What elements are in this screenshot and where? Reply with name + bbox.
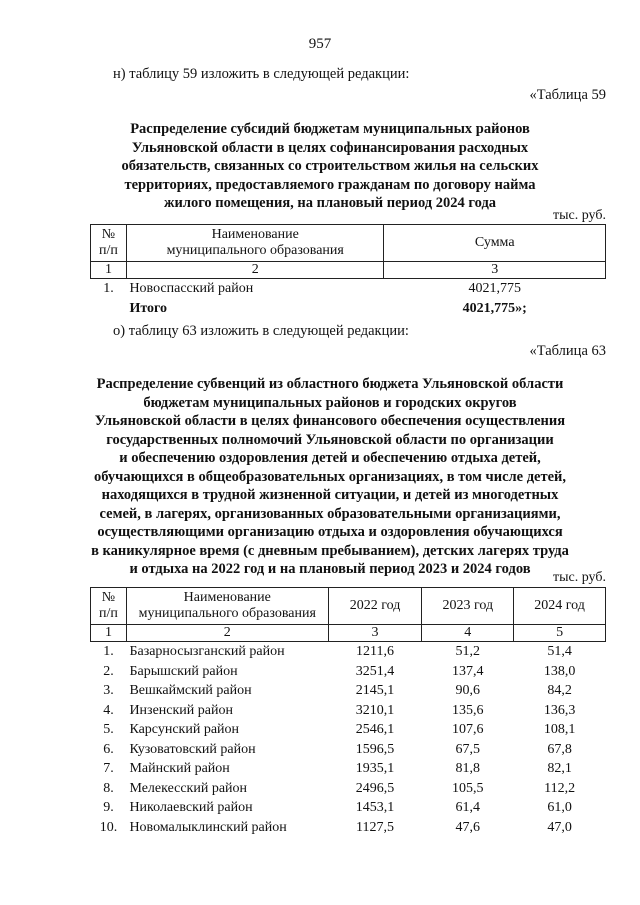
row-value-2024: 108,1 <box>543 722 576 738</box>
row-value-2024: 67,8 <box>547 741 572 757</box>
title-line: и обеспечению оздоровления детей и обеспечению отдыха детей, <box>119 450 541 466</box>
title-line: осуществляющими организацию отдыха и оздоровления обучающихся <box>97 524 563 540</box>
row-value-2022: 2546,1 <box>355 722 395 738</box>
row-num: 1. <box>103 281 114 297</box>
col-number: 2 <box>126 625 328 642</box>
table-row <box>91 779 606 799</box>
title-line: территориях, предоставляемого гражданам по договору найма <box>124 176 536 193</box>
title-line: находящихся в трудной жизненной ситуации, и детей из многодетных <box>101 487 559 503</box>
col-number: 3 <box>328 625 422 642</box>
table-59 <box>90 224 606 318</box>
row-name: Барышский район <box>129 663 238 679</box>
title-line: и отдыха на 2022 год и на плановый период 2023 и 2024 годов <box>129 561 531 577</box>
header-name-line1: Наименование <box>211 227 299 242</box>
page-number: 957 <box>308 36 332 52</box>
title-line: жилого помещения, на плановый период 2024 года <box>163 195 497 211</box>
title-line: обучающихся в общеобразовательных организациях, в том числе детей, <box>93 468 567 485</box>
row-value-2023: 67,5 <box>455 741 481 757</box>
title-line: в каникулярное время (с дневным пребыванием), детских лагерях труда <box>91 542 569 559</box>
title-line: семей, в лагерях, организованных образовательными организациями, <box>99 505 561 522</box>
row-name: Инзенский район <box>129 702 233 718</box>
row-num: 5. <box>103 722 114 738</box>
row-value-2024: 61,0 <box>547 800 572 816</box>
row-value-2024: 112,2 <box>544 780 576 796</box>
table-row <box>91 798 606 818</box>
row-name: Мелекесский район <box>129 780 248 796</box>
row-name: Новомалыклинский район <box>129 819 287 835</box>
row-num: 6. <box>103 741 114 757</box>
row-num: 9. <box>103 800 114 816</box>
col-number: 4 <box>422 625 514 642</box>
row-value-2024: 84,2 <box>547 683 572 699</box>
row-value-2024: 82,1 <box>547 761 572 777</box>
table-row <box>91 759 606 779</box>
row-value-2022: 2145,1 <box>355 683 395 699</box>
table-63-ref: «Таблица 63 <box>529 343 606 359</box>
table-row <box>91 720 606 740</box>
col-number: 5 <box>514 625 606 642</box>
title-line: обязательств, связанных со строительством жилья на сельских <box>121 158 539 174</box>
row-value-2022: 1211,6 <box>356 644 395 660</box>
table-59-unit: тыс. руб. <box>553 208 606 223</box>
table-63-title <box>30 375 630 579</box>
row-value-2023: 135,6 <box>452 702 484 718</box>
total-value: 4021,775»; <box>462 300 527 316</box>
instruction-n: н) таблицу 59 изложить в следующей редакции: <box>113 66 410 82</box>
row-name: Вешкаймский район <box>129 683 252 699</box>
row-name: Базарносызганский район <box>129 644 285 660</box>
row-value-2022: 2496,5 <box>355 780 395 796</box>
row-num: 2. <box>103 663 114 679</box>
row-num: 1. <box>103 644 114 660</box>
row-name: Кузоватовский район <box>129 741 256 757</box>
header-num-line1: № <box>101 227 116 242</box>
table-row <box>91 279 606 299</box>
col-number: 1 <box>91 625 127 642</box>
row-value-2023: 51,2 <box>455 644 481 660</box>
total-row <box>91 299 606 319</box>
row-value-2024: 51,4 <box>547 644 572 660</box>
row-value-2024: 138,0 <box>543 663 576 679</box>
header-2022: 2022 год <box>328 588 422 625</box>
table-63-unit: тыс. руб. <box>553 570 606 585</box>
row-name: Майнский район <box>129 761 230 777</box>
row-num: 3. <box>103 683 114 699</box>
table-row <box>91 818 606 838</box>
row-value-2023: 90,6 <box>455 683 481 699</box>
table-row <box>91 662 606 682</box>
row-num: 8. <box>103 780 114 796</box>
row-value-2022: 1127,5 <box>356 819 395 835</box>
instruction-o: о) таблицу 63 изложить в следующей редакции: <box>113 323 409 339</box>
row-value-2022: 1596,5 <box>355 741 395 757</box>
row-name: Новоспасский район <box>129 281 254 297</box>
header-name <box>126 588 328 625</box>
row-num: 7. <box>103 761 114 777</box>
title-line: Ульяновской области в целях финансового обеспечения осуществления <box>94 413 566 429</box>
row-value-2023: 107,6 <box>452 722 484 738</box>
row-value-2022: 1935,1 <box>355 761 395 777</box>
header-num-line2: п/п <box>99 606 118 621</box>
row-value-2023: 81,8 <box>455 761 481 777</box>
col-number: 2 <box>126 262 384 279</box>
header-num-line1: № <box>101 590 116 605</box>
row-value-2023: 137,4 <box>452 663 484 679</box>
header-name <box>126 225 384 262</box>
table-row <box>91 740 606 760</box>
col-number: 3 <box>384 262 606 279</box>
title-line: бюджетам муниципальных районов и городских округов <box>143 394 517 411</box>
title-line: государственных полномочий Ульяновской области по организации <box>106 431 554 448</box>
col-number: 1 <box>91 262 127 279</box>
row-value-2024: 136,3 <box>543 702 576 718</box>
row-name: Николаевский район <box>129 800 253 816</box>
table-row <box>91 642 606 662</box>
table-59-title <box>60 120 600 213</box>
row-value-2023: 47,6 <box>455 819 481 835</box>
row-value-2022: 1453,1 <box>355 800 395 816</box>
title-line: Распределение субсидий бюджетам муниципальных районов <box>130 121 530 137</box>
header-name-line1: Наименование <box>183 590 271 605</box>
header-2024: 2024 год <box>514 588 606 625</box>
header-2023: 2023 год <box>422 588 514 625</box>
row-value-2023: 61,4 <box>455 800 481 816</box>
title-line: Ульяновской области в целях софинансирования расходных <box>131 139 529 156</box>
table-63 <box>90 587 606 837</box>
header-name-line2: муниципального образования <box>138 606 316 621</box>
row-num: 4. <box>103 702 114 718</box>
table-row <box>91 681 606 701</box>
total-label: Итого <box>129 300 168 316</box>
header-name-line2: муниципального образования <box>166 243 344 258</box>
row-name: Карсунский район <box>129 722 240 738</box>
row-value-2023: 105,5 <box>452 780 484 796</box>
header-num-line2: п/п <box>99 243 118 258</box>
table-59-ref: «Таблица 59 <box>529 87 606 103</box>
table-63-body <box>91 642 606 838</box>
header-sum: Сумма <box>384 225 606 262</box>
table-row <box>91 701 606 721</box>
header-num <box>91 588 127 625</box>
row-value-2022: 3251,4 <box>355 663 395 679</box>
row-num: 10. <box>99 819 118 835</box>
row-sum: 4021,775 <box>468 281 521 297</box>
row-value-2024: 47,0 <box>547 819 572 835</box>
row-value-2022: 3210,1 <box>355 702 395 718</box>
title-line: Распределение субвенций из областного бюджета Ульяновской области <box>96 376 564 392</box>
header-num <box>91 225 127 262</box>
